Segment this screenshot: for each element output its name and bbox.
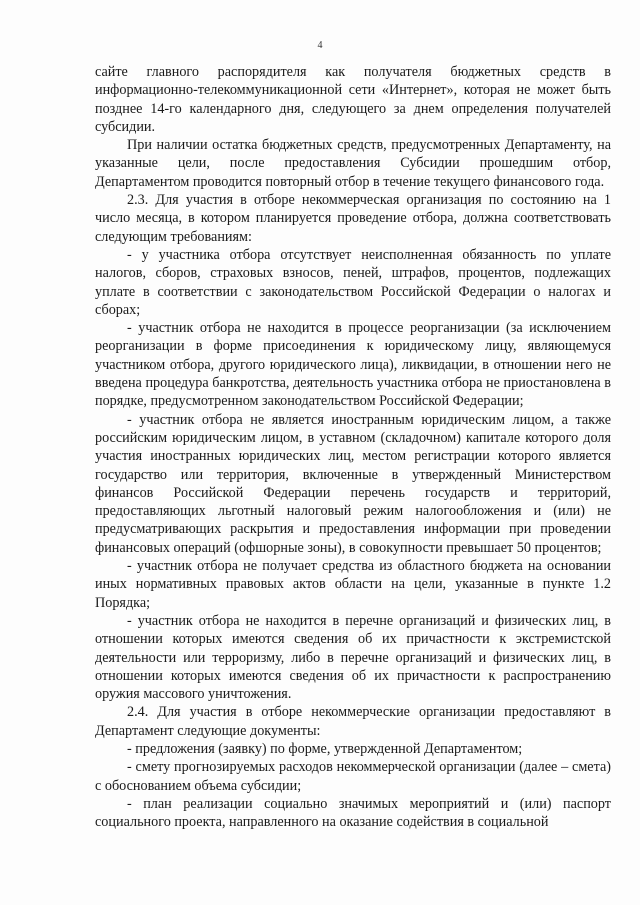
requirement-not-foreign-entity: - участник отбора не является иностранным юридическим лицом, а также российским юридическим лицом, в уставном (складочном) капитале которого доля участия иностранных юридических лиц, местом регистрации которого является государство или территория, включенные в утвержденный Министерством финансов Российской Федерации перечень государств и территорий, предоставляющих льготный налоговый режим налогообложения и (или) не предусматривающих раскрытия и предоставления информации при проведении финансовых операций (офшорные зоны), в совокупности превышает 50 процентов;	[95, 411, 611, 556]
requirement-no-reorganization: - участник отбора не находится в процессе реорганизации (за исключением реорганизации в форме присоединения к юридическому лицу, являющемуся участником отбора, другого юридического лица), ликвидации, в отношении него не введена процедура банкротства, деятельность участника отбора не приостановлена в порядке, предусмотренном законодательством Российской Федерации;	[95, 320, 611, 410]
paragraph-2-3: 2.3. Для участия в отборе некоммерческая организация по состоянию на 1 число месяца, в котором планируется проведение отбора, должна соответствовать следующим требованиям:	[95, 192, 611, 245]
document-implementation-plan: - план реализации социально значимых мероприятий и (или) паспорт социального проекта, направленного на оказание содействия в социальной	[95, 795, 611, 831]
requirement-no-regional-funds: - участник отбора не получает средства из областного бюджета на основании иных нормативных правовых актов области на цели, указанные в пункте 1.2 Порядка;	[95, 558, 611, 611]
page-number: 4	[317, 40, 323, 51]
paragraph-2-4: 2.4. Для участия в отборе некоммерческие организации предоставляют в Департамент следующие документы:	[95, 704, 611, 739]
document-body	[95, 63, 611, 831]
paragraph-continuation: сайте главного распорядителя как получателя бюджетных средств в информационно-телекоммуникационной сети «Интернет», которая не может быть позднее 14-го календарного дня, следующего за днем определения получателей субсидии.	[95, 64, 611, 135]
document-application-form: - предложения (заявку) по форме, утвержденной Департаментом;	[127, 740, 523, 757]
document-cost-estimate: - смету прогнозируемых расходов некоммерческой организации (далее – смета) с обоснованием объема субсидии;	[95, 759, 611, 794]
requirement-not-in-extremist-list: - участник отбора не находится в перечне организаций и физических лиц, в отношении которых имеются сведения об их причастности к экстремистской деятельности или терроризму, либо в перечне организаций и физических лиц, в отношении которых имеются сведения об их причастности к распространению оружия массового уничтожения.	[95, 612, 611, 703]
paragraph-repeat-selection: При наличии остатка бюджетных средств, предусмотренных Департаменту, на указанные цели, после предоставления Субсидии прошедшим отбор, Департаментом проводится повторный отбор в течение текущего финансового года.	[95, 137, 611, 190]
requirement-no-tax-debt: - у участника отбора отсутствует неисполненная обязанность по уплате налогов, сборов, страховых взносов, пеней, штрафов, процентов, подлежащих уплате в соответствии с законодательством Российской Федерации о налогах и сборах;	[95, 246, 611, 318]
